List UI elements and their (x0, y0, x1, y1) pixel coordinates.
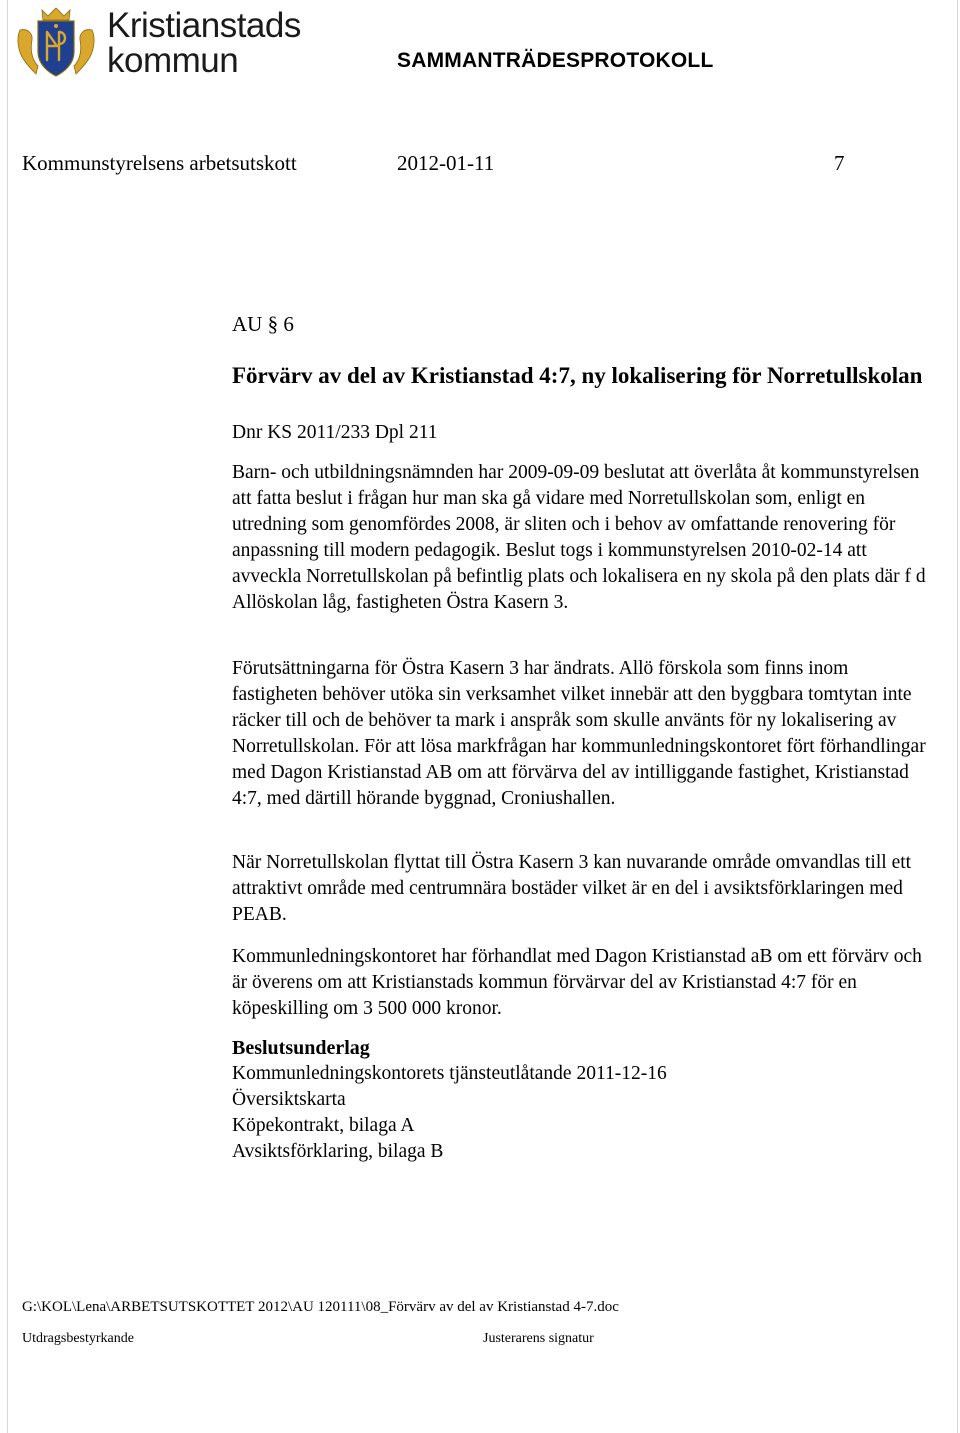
adjuster-signature-label: Justerarens signatur (483, 1331, 594, 1346)
list-item: Avsiktsförklaring, bilaga B (232, 1141, 444, 1162)
logo-line-2: kommun (107, 41, 239, 80)
document-type: SAMMANTRÄDESPROTOKOLL (397, 49, 714, 72)
section-number: AU § 6 (232, 312, 294, 336)
paragraph: Kommunledningskontoret har förhandlat med Dagon Kristianstad aB om ett förvärv och är överens om att Kristianstads kommun förvärvar del av Kristianstad 4:7 för en köpeskilling om 3 500 000 kronor. (232, 946, 922, 1019)
excerpt-certifier-label: Utdragsbestyrkande (22, 1331, 134, 1346)
meeting-body: Kommunstyrelsens arbetsutskott (22, 151, 297, 175)
page-number: 7 (834, 151, 845, 175)
paragraph: Förutsättningarna för Östra Kasern 3 har ändrats. Allö förskola som finns inom fastigheten behöver utöka sin verksamhet vilket innebär att den byggbara tomtytan inte räcker till och de behöver ta mark i anspråk som skulle använts för ny lokalisering av Norretullskolan. För att lösa markfrågan har kommunledningskontoret fört förhandlingar med Dagon Kristianstad AB om att förvärva del av intilliggande fastighet, Kristianstad 4:7, med därtill hörande byggnad, Croniushallen. (232, 658, 926, 809)
decision-basis-heading: Beslutsunderlag (232, 1037, 370, 1059)
logo-wordmark (107, 8, 301, 78)
meeting-date: 2012-01-11 (397, 151, 495, 175)
paragraph: Barn- och utbildningsnämnden har 2009-09-09 beslutat att överlåta åt kommunstyrelsen att fatta beslut i frågan hur man ska gå vidare med Norretullskolan som, enligt en utredning som genomfördes 2008, är sliten och i behov av omfattande renovering för anpassning till modern pedagogik. Beslut togs i kommunstyrelsen 2010-02-14 att avveckla Norretullskolan på befintlig plats och lokalisera en ny skola på den plats där f d Allöskolan låg, fastigheten Östra Kasern 3. (232, 462, 926, 613)
registration-number: Dnr KS 2011/233 Dpl 211 (232, 422, 438, 443)
paragraph: När Norretullskolan flyttat till Östra Kasern 3 kan nuvarande område omvandlas till ett attraktivt område med centrumnära bostäder vilket är en del i avsiktsförklaringen med PEAB. (232, 852, 912, 925)
logo-line-1: Kristianstads (107, 6, 301, 45)
list-item: Översiktskarta (232, 1089, 346, 1110)
item-title: Förvärv av del av Kristianstad 4:7, ny lokalisering för Norretullskolan (232, 363, 923, 388)
page-edge-left (7, 0, 8, 1433)
municipality-logo (14, 4, 314, 80)
decision-basis-list (232, 1061, 667, 1165)
page-edge-right (957, 0, 958, 1433)
coat-of-arms-icon (14, 4, 98, 80)
list-item: Köpekontrakt, bilaga A (232, 1115, 415, 1136)
file-path: G:\KOL\Lena\ARBETSUTSKOTTET 2012\AU 120111\08_Förvärv av del av Kristianstad 4-7.doc (22, 1299, 619, 1315)
list-item: Kommunledningskontorets tjänsteutlåtande 2011-12-16 (232, 1063, 667, 1084)
